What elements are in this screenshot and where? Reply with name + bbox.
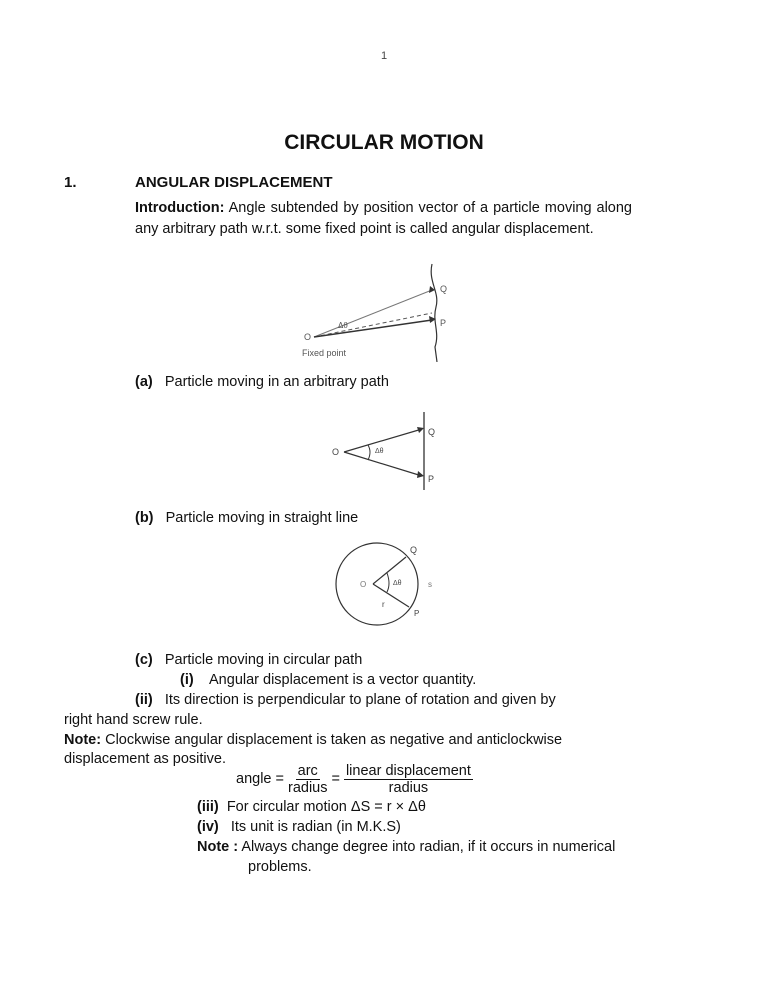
angle-arc (368, 445, 370, 460)
caption-label: (b) (135, 510, 154, 526)
arrowheads (417, 427, 424, 478)
fraction-linear-radius (344, 763, 473, 796)
point-iv (197, 819, 401, 835)
vector-oq (314, 290, 432, 337)
point-ii (135, 692, 556, 708)
label-p: P (428, 474, 435, 484)
numerator: linear displacement (345, 762, 471, 779)
point-label: (i) (180, 672, 194, 688)
point-label: (ii) (135, 692, 153, 708)
note-label: Note: (64, 732, 102, 748)
intro-paragraph (135, 198, 632, 240)
intro-text: Angle subtended by position vector of a particle moving along any arbitrary path w.r.t. some fixed point is called angular displacement. (135, 200, 632, 237)
label-o: O (332, 447, 340, 457)
figure-circular-path (330, 540, 450, 632)
note-text: Clockwise angular displacement is taken as negative and anticlockwise (105, 732, 563, 748)
label-theta: Δθ (375, 448, 384, 455)
point-label: (iii) (197, 799, 219, 815)
note-2-continued: problems. (248, 859, 312, 875)
label-theta: Δθ (338, 321, 348, 330)
fraction-arc-radius (288, 763, 328, 796)
label-fixed-point: Fixed point (302, 348, 347, 358)
vector-op (314, 320, 432, 337)
label-o: O (360, 580, 367, 589)
caption-c (135, 652, 362, 668)
intro-label: Introduction: (135, 200, 225, 216)
point-ii-continued: right hand screw rule. (64, 712, 203, 728)
circle-path (336, 543, 418, 625)
note-1 (64, 732, 562, 748)
equals-sign: = (331, 771, 340, 787)
point-text: Its direction is perpendicular to plane of rotation and given by (164, 692, 556, 708)
radius-op (373, 584, 409, 607)
formula-lhs: angle = (236, 771, 284, 787)
caption-label: (c) (135, 652, 153, 668)
numerator: arc (297, 762, 318, 779)
point-label: (iv) (197, 819, 219, 835)
caption-text: Particle moving in circular path (164, 652, 363, 668)
figure-arbitrary-path (290, 262, 460, 362)
page-number: 1 (381, 50, 388, 62)
caption-text: Particle moving in an arbitrary path (164, 374, 389, 390)
label-q: Q (410, 545, 418, 555)
section-number: 1. (64, 174, 77, 191)
figure-straight-line (330, 410, 460, 490)
note-2 (197, 839, 615, 855)
section-heading: ANGULAR DISPLACEMENT (135, 174, 333, 191)
dashed-line (314, 313, 432, 337)
angle-formula (236, 762, 477, 796)
arbitrary-path-curve (431, 264, 437, 362)
point-text: For circular motion ΔS = r × Δθ (226, 799, 426, 815)
caption-label: (a) (135, 374, 153, 390)
label-q: Q (428, 427, 436, 437)
label-s: s (428, 580, 432, 589)
caption-a (135, 374, 389, 390)
label-q: Q (440, 284, 448, 294)
denominator: radius (287, 779, 328, 796)
note-label: Note : (197, 839, 239, 855)
note-1-continued: displacement as positive. (64, 751, 226, 767)
denominator: radius (388, 779, 429, 796)
angle-arc (387, 573, 389, 592)
point-iii (197, 799, 426, 815)
note-text: Always change degree into radian, if it occurs in numerical (241, 839, 616, 855)
label-theta: Δθ (393, 580, 402, 587)
point-i (180, 672, 476, 688)
caption-b (135, 510, 358, 526)
vector-op (344, 452, 422, 476)
label-p: P (440, 318, 447, 328)
label-p: P (414, 609, 420, 618)
label-o: O (304, 332, 312, 342)
point-text: Its unit is radian (in M.K.S) (230, 819, 401, 835)
caption-text: Particle moving in straight line (165, 510, 359, 526)
point-text: Angular displacement is a vector quantity. (209, 672, 477, 688)
label-r: r (382, 600, 385, 609)
page-title: CIRCULAR MOTION (284, 131, 484, 154)
